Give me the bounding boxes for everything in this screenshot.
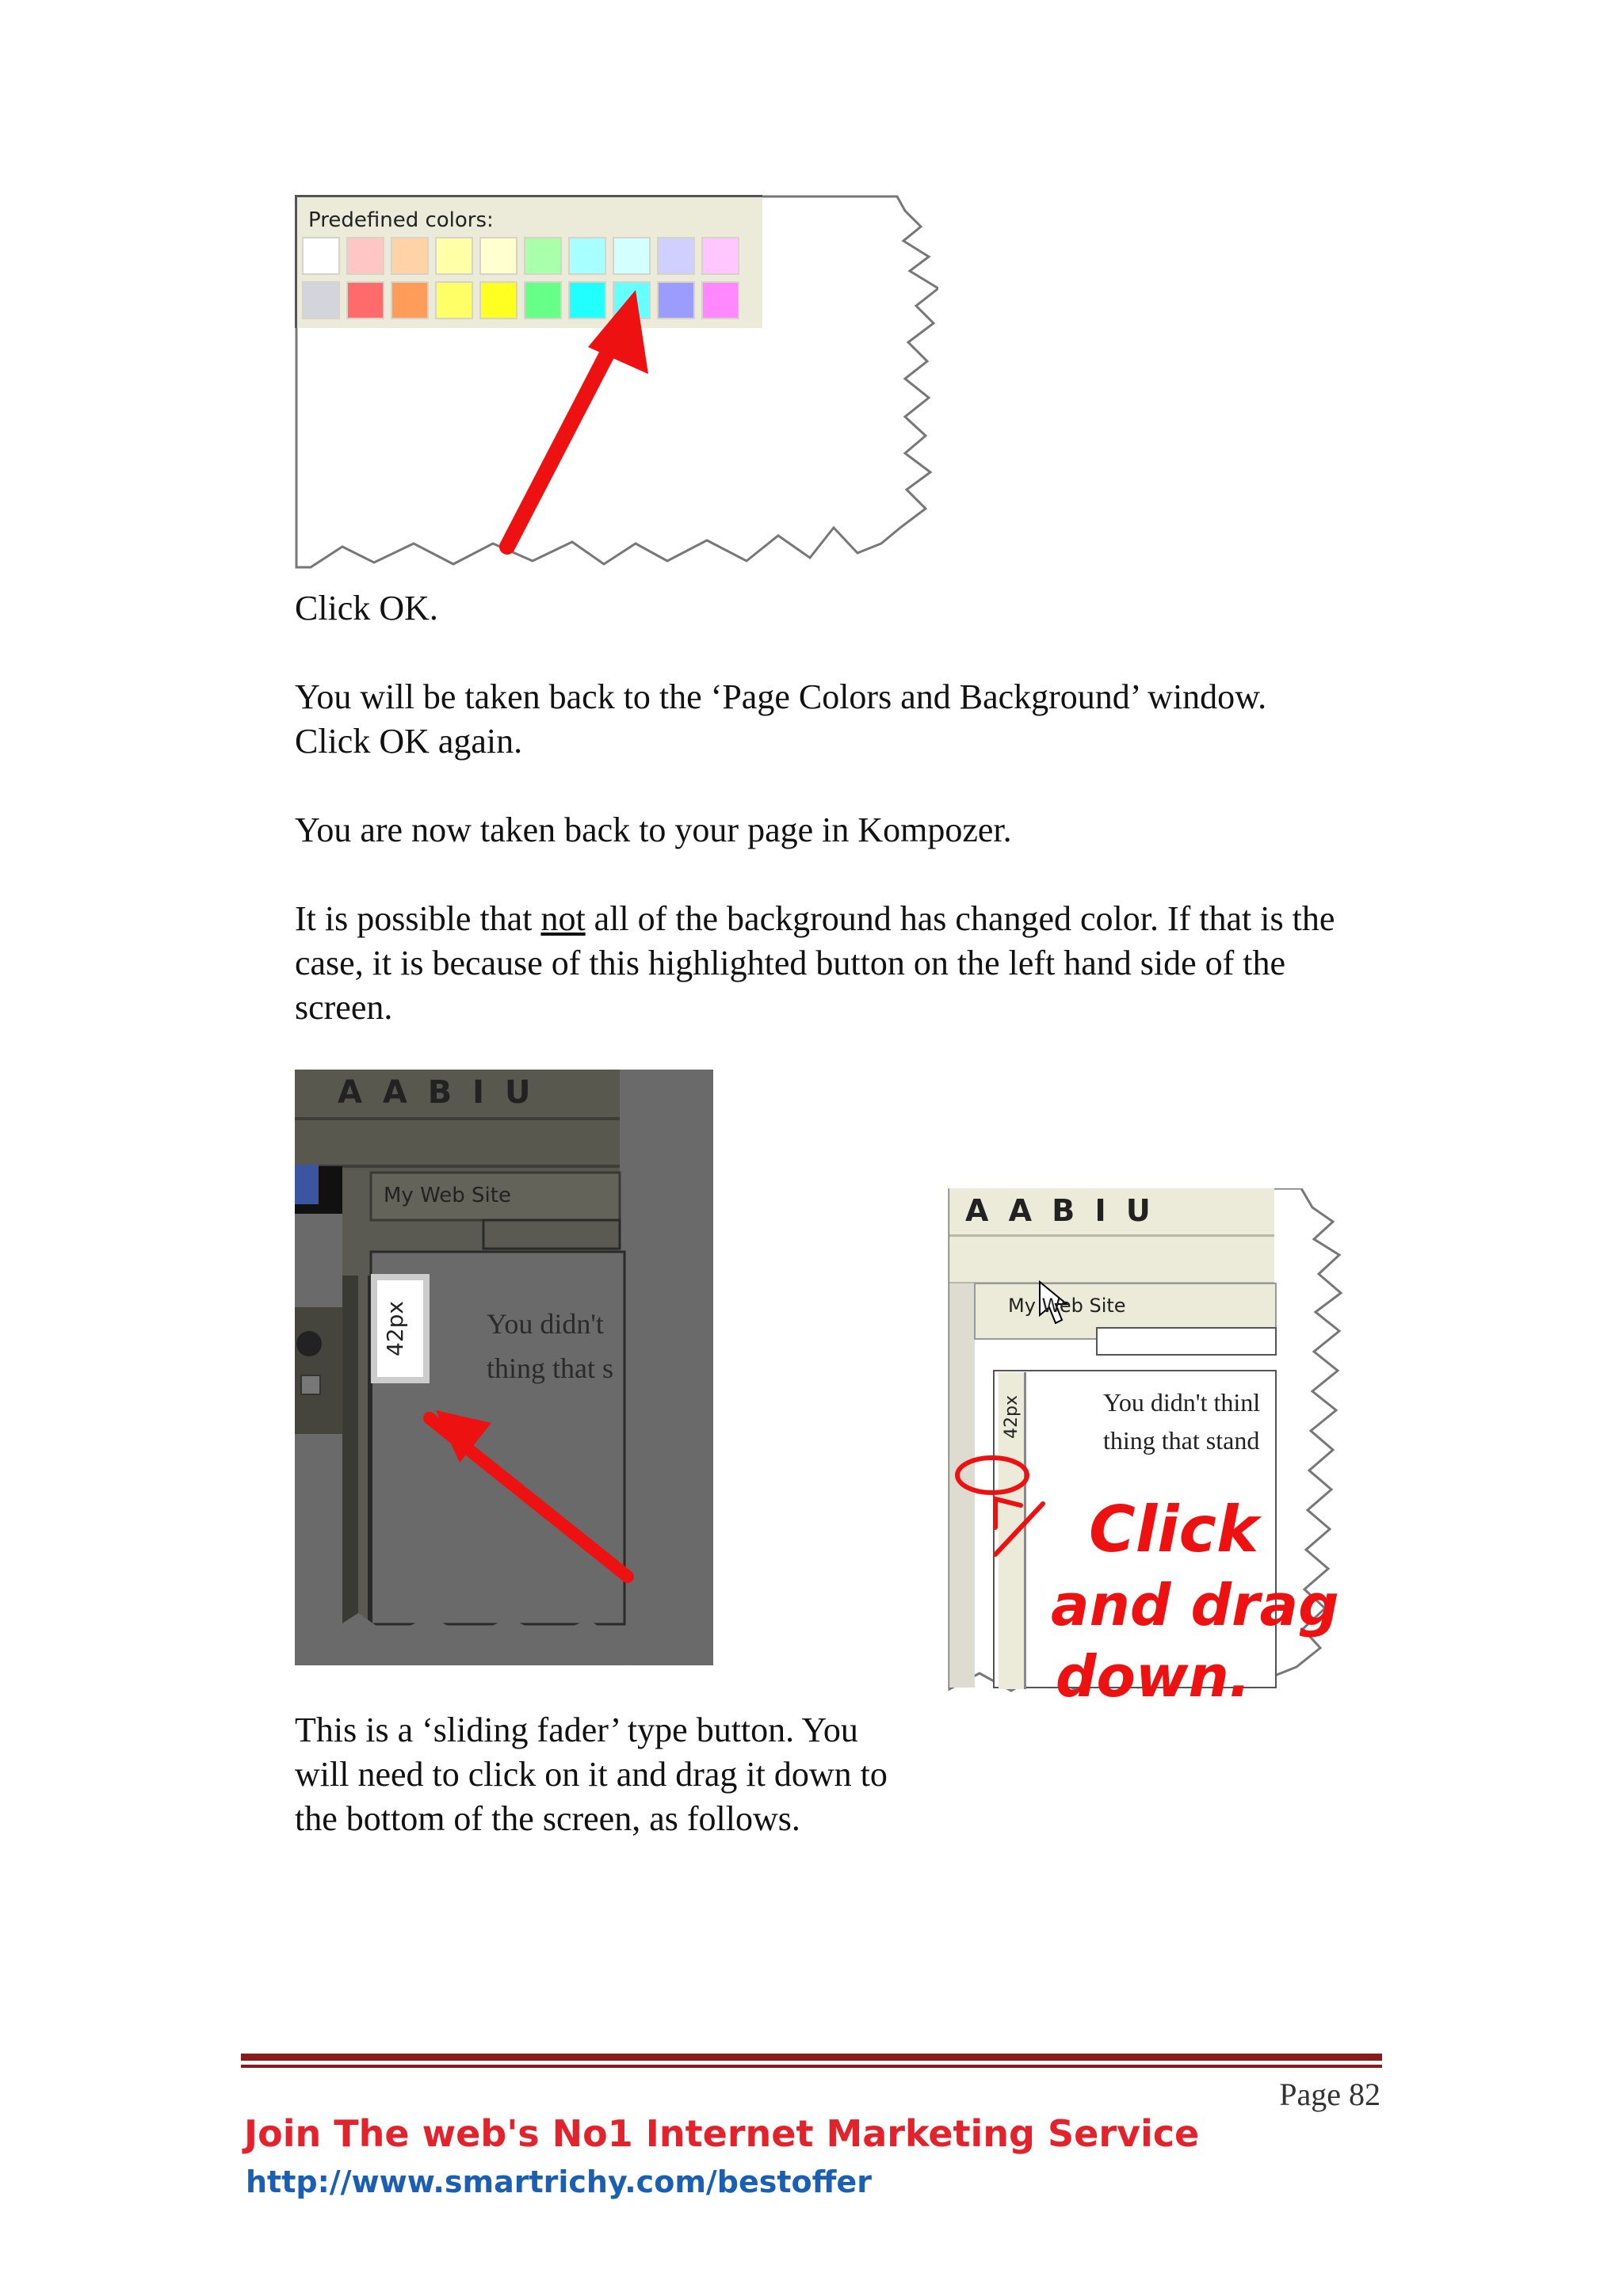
screenshot2-tab-title: My Web Site bbox=[384, 1184, 511, 1207]
footer-rule-thin bbox=[241, 2065, 1382, 2068]
predefined-colors-screenshot bbox=[295, 195, 938, 572]
page-number: Page 82 bbox=[1279, 2077, 1381, 2112]
possible-paragraph bbox=[295, 897, 1382, 1030]
footer-link[interactable]: http://www.smartrichy.com/bestoffer bbox=[246, 2164, 872, 2199]
red-arrow-icon bbox=[295, 195, 938, 572]
click-ok-text: Click OK. bbox=[295, 589, 438, 627]
screenshot3-toolbar-text: A A B I U bbox=[965, 1193, 1155, 1228]
annotation-down: down. bbox=[1056, 1643, 1251, 1710]
screenshot3-preview-line2: thing that stand bbox=[1103, 1426, 1260, 1455]
annotation-click: Click bbox=[1089, 1493, 1259, 1566]
screenshot2-preview-line1: You didn't bbox=[487, 1308, 604, 1340]
taken-back-text-1: You will be taken back to the ‘Page Colors and Background’ window. bbox=[295, 677, 1267, 716]
possible-post: all of the background has changed color. If that is the case, it is because of this highlighted button on the left hand side of the screen. bbox=[295, 899, 1335, 1027]
possible-underlined: not bbox=[540, 899, 586, 938]
screenshot2-ruler-label: 42px bbox=[382, 1301, 408, 1356]
screenshot2-toolbar-text: A A B I U bbox=[338, 1074, 536, 1111]
footer-headline: Join The web's No1 Internet Marketing Service bbox=[244, 2112, 1200, 2155]
screenshot2-preview-line2: thing that s bbox=[487, 1352, 613, 1384]
screenshot3-tab-title: My Web Site bbox=[1008, 1295, 1126, 1317]
annotation-and-drag: and drag bbox=[1051, 1572, 1339, 1638]
screenshot3-preview-line1: You didn't thinl bbox=[1103, 1388, 1261, 1417]
predefined-colors-label: Predefined colors: bbox=[308, 208, 494, 232]
footer-rule bbox=[241, 2054, 1382, 2061]
screenshot3-ruler-label: 42px bbox=[1002, 1395, 1022, 1439]
sliding-fader-text: This is a ‘sliding fader’ type button. You will need to click on it and drag it down to the bottom of the screen, as follows. bbox=[295, 1711, 888, 1838]
click-drag-screenshot bbox=[948, 1188, 1344, 1711]
kompozer-text: You are now taken back to your page in Kompozer. bbox=[295, 810, 1012, 849]
fader-highlight-screenshot bbox=[295, 1070, 713, 1665]
taken-back-text-2: Click OK again. bbox=[295, 722, 523, 761]
possible-pre: It is possible that bbox=[295, 899, 541, 938]
